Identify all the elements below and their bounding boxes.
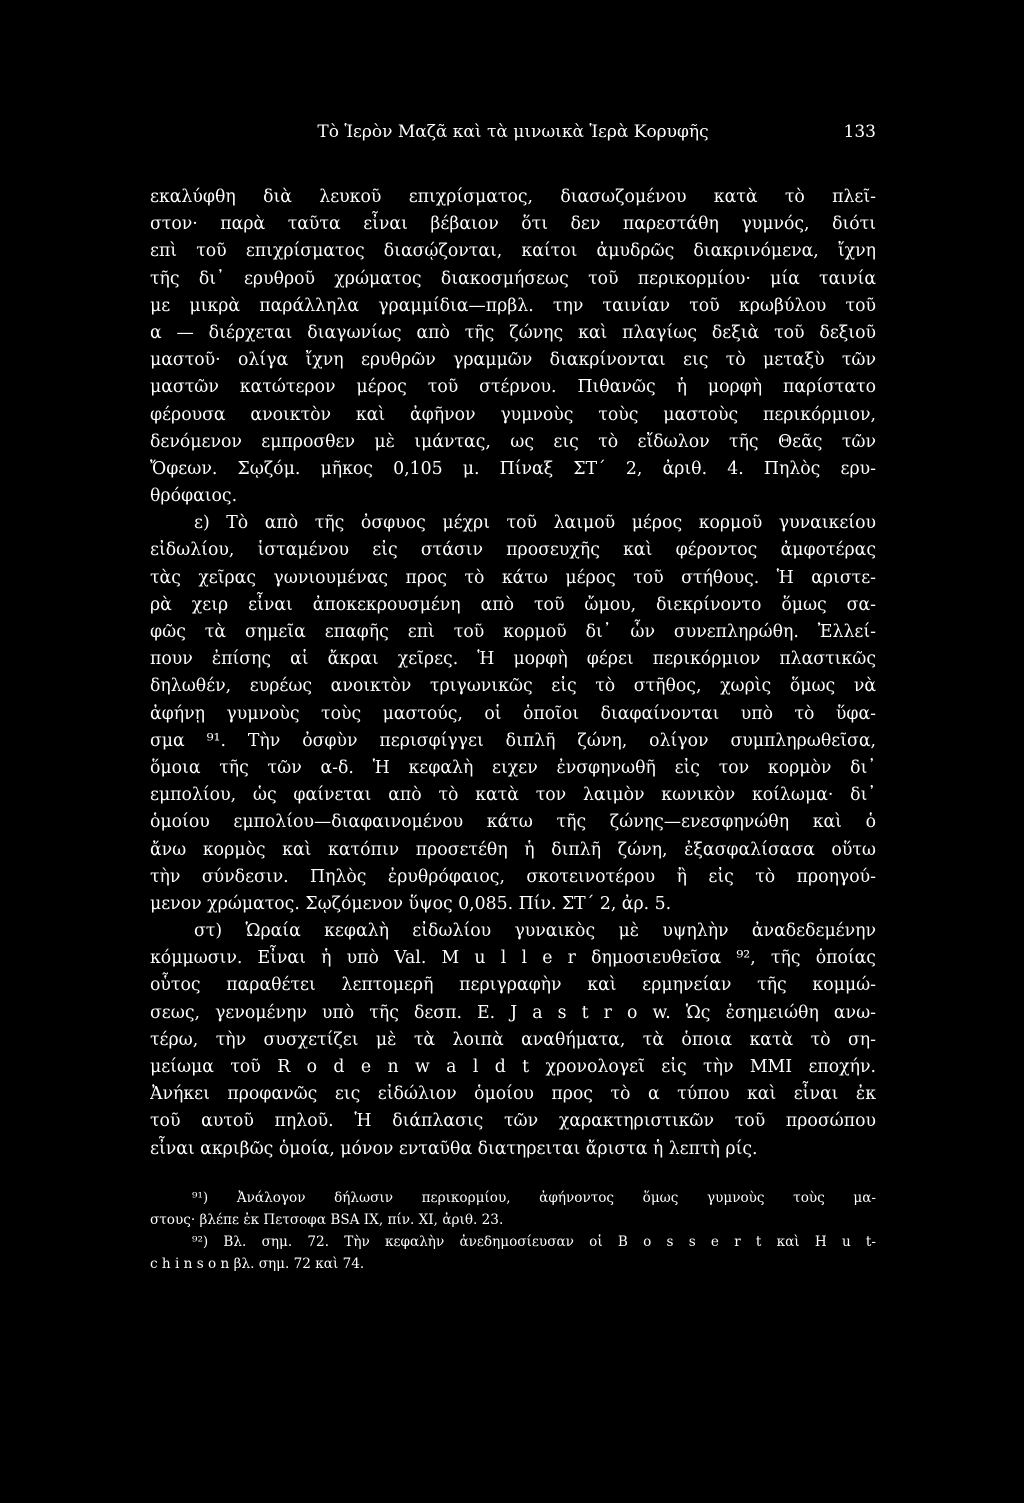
text-line: δενόμενον εμπροσθεν μὲ ιμάντας, ως εις τὸ εἴδωλον τῆς Θεᾶς τῶν: [150, 431, 876, 452]
text-line: τέρω, τὴν συσχετίζει μὲ τὰ λοιπὰ αναθήματα, τὰ ὁποια κατὰ τὸ ση-: [150, 1029, 876, 1050]
text-line: πουν ἐπίσης αἱ ἄκραι χεῖρες. Ἡ μορφὴ φέρει περικόρμιον πλαστικῶς: [150, 649, 876, 670]
text-line: ὁμοίου εμπολίου—διαφαινομένου κάτω τῆς ζώνης—ενεσφηνώθη καὶ ὁ: [150, 812, 876, 833]
text-line: τὴν σύνδεσιν. Πηλὸς ἐρυθρόφαιος, σκοτεινοτέρου ἢ εἰς τὸ προηγού-: [150, 866, 876, 887]
footnote-91: ⁹¹) Ἀνάλογον δήλωσιν περικορμίου, ἀφήνοντος ὅμως γυμνοὺς τοὺς μα-: [192, 1189, 876, 1206]
text-line: στον· παρὰ ταῦτα εἶναι βέβαιον ὅτι δεν παρεστάθη γυμνός, διότι: [150, 214, 876, 235]
running-title: Τὸ Ἱερὸν Μαζᾶ καὶ τὰ μινωικὰ Ἱερὰ Κορυφῆς: [317, 122, 709, 142]
text-line: με μικρὰ παράλληλα γραμμίδια—πρβλ. την ταινίαν τοῦ κρωβύλου τοῦ: [150, 295, 876, 316]
text-line: φέρουσα ανοικτὸν καὶ ἀφῆνον γυμνοὺς τοὺς μαστοὺς περικόρμιον,: [150, 404, 876, 425]
text-line: οὗτος παραθέτει λεπτομερῆ περιγραφὴν καὶ ερμηνείαν τῆς κομμώ-: [150, 975, 876, 996]
text-line: ὅμοια τῆς τῶν α-δ. Ἡ κεφαλὴ ειχεν ἐνσφηνωθῆ εἰς τον κορμὸν δι᾽: [150, 757, 876, 778]
document-page: [150, 122, 876, 1275]
page-number: 133: [843, 122, 876, 142]
text-line: α — διέρχεται διαγωνίως απὸ τῆς ζώνης καὶ πλαγίως δεξιὰ τοῦ δεξιοῦ: [150, 322, 876, 343]
text-line: εἶναι ακριβῶς ὁμοία, μόνον ενταῦθα διατηρειται ἄριστα ἡ λεπτὴ ρίς.: [150, 1138, 758, 1159]
footnote-line: c h i n s o n βλ. σημ. 72 καὶ 74.: [150, 1255, 365, 1272]
text-line: εκαλύφθη διὰ λευκοῦ επιχρίσματος, διασωζομένου κατὰ τὸ πλεῖ-: [150, 187, 876, 207]
text-line: μαστῶν κατώτερον μέρος τοῦ στέρνου. Πιθανῶς ἡ μορφὴ παρίστατο: [150, 377, 876, 398]
paragraph-e-start: ε) Τὸ απὸ τῆς ὀσφυος μέχρι τοῦ λαιμοῦ μέρος κορμοῦ γυναικείου: [194, 513, 876, 534]
text-line: φῶς τὰ σημεῖα επαφῆς επὶ τοῦ κορμοῦ δι᾽ ὧν συνεπληρώθη. Ἐλλεί-: [150, 622, 876, 642]
text-line: επὶ τοῦ επιχρίσματος διασῴζονται, καίτοι ἀμυδρῶς διακρινόμενα, ἴχνη: [150, 241, 876, 262]
footnote-92: ⁹²) Βλ. σημ. 72. Τὴν κεφαλὴν ἀνεδημοσίευσαν οἱ B o s s e r t καὶ H u t-: [192, 1233, 876, 1250]
text-line: σμα ⁹¹. Τὴν ὀσφὺν περισφίγγει διπλῆ ζώνη, ολίγον συμπληρωθεῖσα,: [150, 730, 876, 751]
text-line: τοῦ αυτοῦ πηλοῦ. Ἡ διάπλασις τῶν χαρακτηριστικῶν τοῦ προσώπου: [150, 1111, 876, 1132]
text-line: θρόφαιος.: [150, 486, 238, 507]
text-line: ἀφήνῃ γυμνοὺς τοὺς μαστούς, οἱ ὁποῖοι διαφαίνονται υπὸ τὸ ὕφα-: [150, 703, 876, 724]
text-line: μενον χρώματος. Σῳζόμενον ὕψος 0,085. Πίν. ΣΤ΄ 2, ἀρ. 5.: [150, 893, 672, 914]
paragraph-st-start: στ) Ὡραία κεφαλὴ εἰδωλίου γυναικὸς μὲ υψηλὴν ἀναδεδεμένην: [194, 921, 876, 942]
text-line: εἰδωλίου, ἱσταμένου εἰς στάσιν προσευχῆς καὶ φέροντος ἀμφοτέρας: [150, 540, 876, 561]
text-line: μείωμα τοῦ R o d e n w a l d t χρονολογεῖ εἰς τὴν MMI εποχήν.: [150, 1057, 876, 1077]
text-line: ἄνω κορμὸς καὶ κατόπιν προσετέθη ἡ διπλῆ ζώνη, ἐξασφαλίσασα οὕτω: [150, 839, 876, 860]
text-line: τῆς δι᾽ ερυθροῦ χρώματος διακοσμήσεως τοῦ περικορμίου· μία ταινία: [150, 268, 876, 289]
text-line: ρὰ χειρ εἶναι ἀποκεκρουσμένη απὸ τοῦ ὤμου, διεκρίνοντο ὅμως σα-: [150, 594, 876, 615]
text-line: Ὄφεων. Σῳζόμ. μῆκος 0,105 μ. Πίναξ ΣΤ΄ 2, ἀριθ. 4. Πηλὸς ερυ-: [150, 458, 876, 479]
text-line: τὰς χεῖρας γωνιουμένας προς τὸ κάτω μέρος τοῦ στήθους. Ἡ αριστε-: [150, 567, 876, 588]
footnote-line: στους· βλέπε ἐκ Πετσοφα BSA IX, πίν. XI, ἀριθ. 23.: [150, 1211, 504, 1228]
text-line: κόμμωσιν. Εἶναι ἡ υπὸ Val. M u l l e r δημοσιευθεῖσα ⁹², τῆς ὁποίας: [150, 948, 876, 969]
text-line: μαστοῦ· ολίγα ἴχνη ερυθρῶν γραμμῶν διακρίνονται εις τὸ μεταξὺ τῶν: [150, 350, 876, 371]
body-text: [150, 184, 876, 1163]
text-line: εμπολίου, ὡς φαίνεται απὸ τὸ κατὰ τον λαιμὸν κωνικὸν κοίλωμα· δι᾽: [150, 785, 876, 806]
running-head: [150, 122, 876, 162]
text-line: Ἀνήκει προφανῶς εις εἰδώλιον ὁμοίου προς τὸ α τύπου καὶ εἶναι ἐκ: [150, 1084, 876, 1105]
text-line: δηλωθέν, ευρέως ανοικτὸν τριγωνικῶς εἰς τὸ στῆθος, χωρὶς ὅμως νὰ: [150, 676, 876, 697]
footnotes: [150, 1187, 876, 1275]
text-line: σεως, γενομένην υπὸ τῆς δεσπ. E. J a s t r o w. Ὡς ἐσημειώθη ανω-: [150, 1002, 876, 1023]
